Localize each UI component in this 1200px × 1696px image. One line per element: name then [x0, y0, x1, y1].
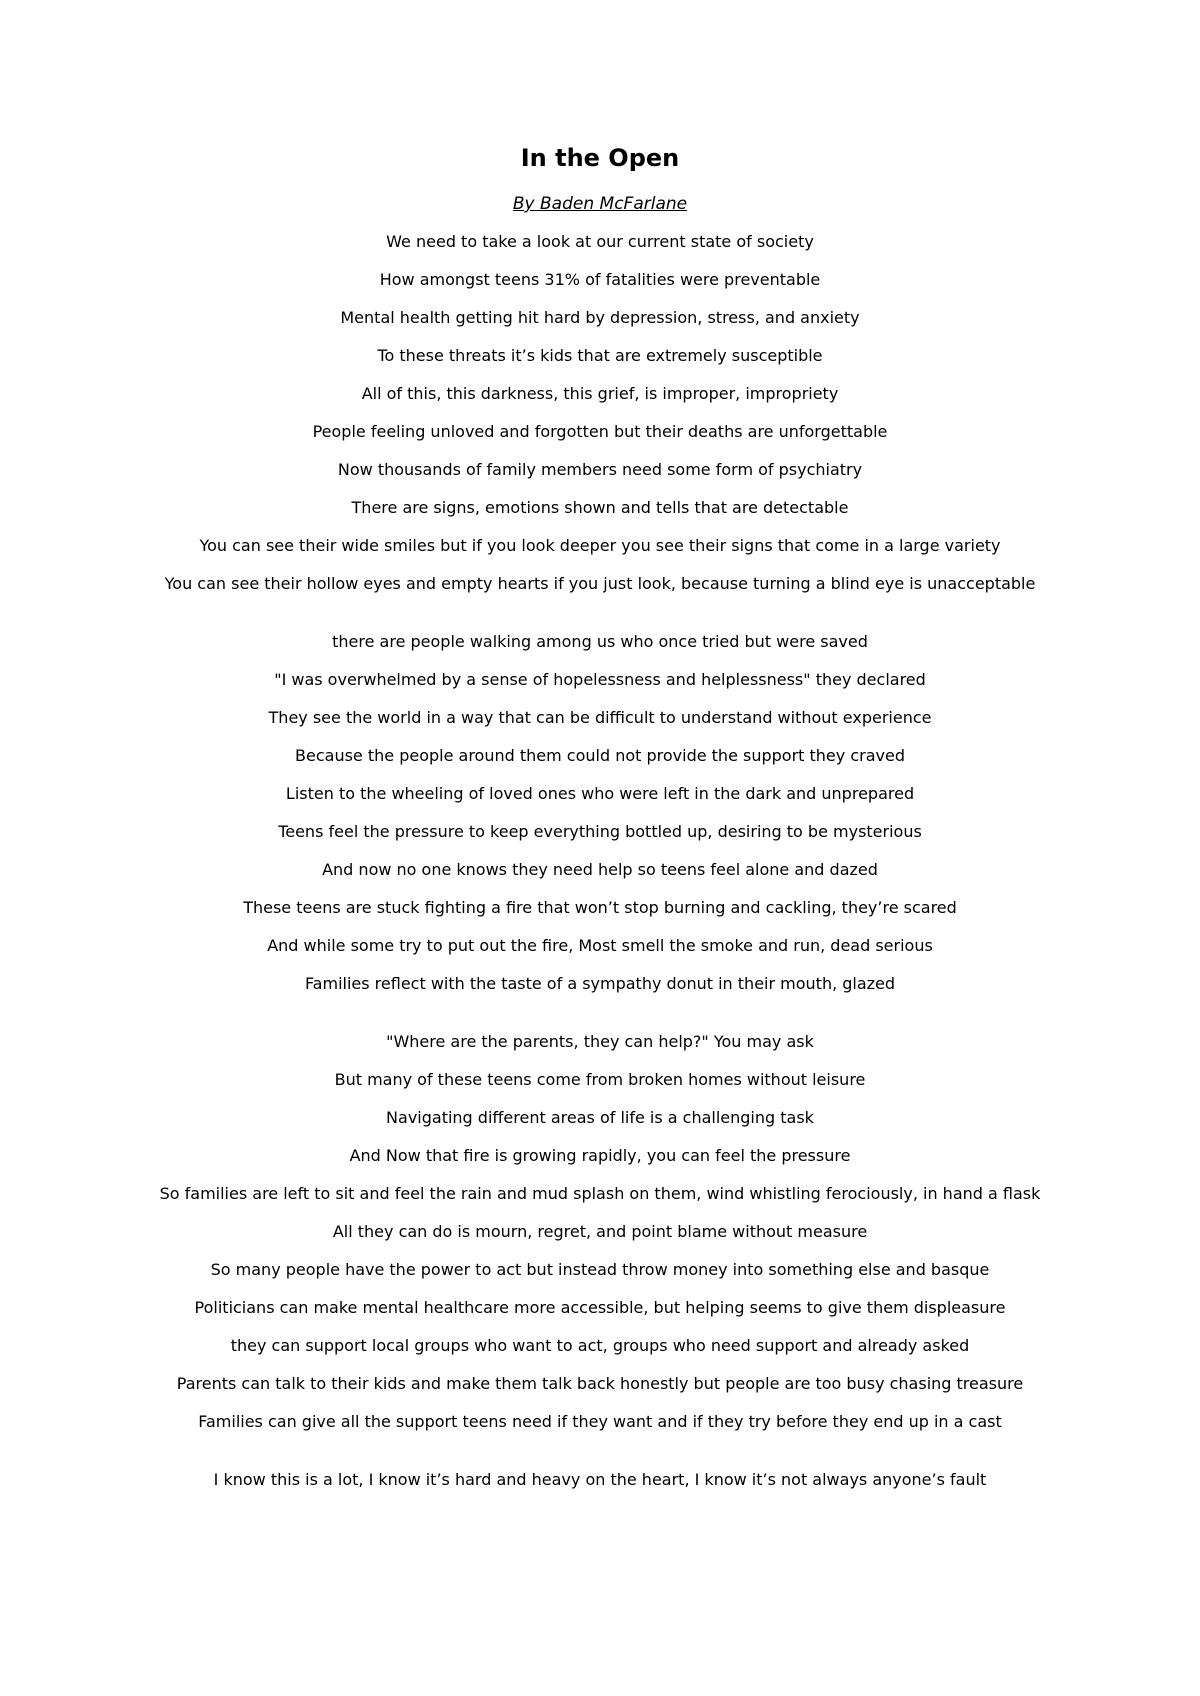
poem-line: So many people have the power to act but instead throw money into something else and basque: [210, 1260, 990, 1279]
poem-line: they can support local groups who want to act, groups who need support and already asked: [230, 1336, 970, 1355]
poem-line: We need to take a look at our current state of society: [386, 232, 814, 251]
poem-line: Because the people around them could not provide the support they craved: [295, 746, 905, 765]
poem-line: So families are left to sit and feel the rain and mud splash on them, wind whistling ferociously, in hand a flask: [159, 1184, 1041, 1203]
stanza-2: [0, 632, 1200, 994]
poem-line: Teens feel the pressure to keep everything bottled up, desiring to be mysterious: [278, 822, 922, 841]
author-byline: By Baden McFarlane: [512, 194, 688, 214]
poem-line: There are signs, emotions shown and tells that are detectable: [351, 498, 849, 517]
poem-line: Now thousands of family members need some form of psychiatry: [337, 460, 863, 479]
poem-line: And now no one knows they need help so teens feel alone and dazed: [322, 860, 878, 879]
poem-line: And Now that fire is growing rapidly, you can feel the pressure: [349, 1146, 851, 1165]
poem-line: They see the world in a way that can be difficult to understand without experience: [268, 708, 932, 727]
poem-line: All they can do is mourn, regret, and point blame without measure: [332, 1222, 868, 1241]
poem-line: there are people walking among us who once tried but were saved: [332, 632, 868, 651]
poem-line: All of this, this darkness, this grief, is improper, impropriety: [361, 384, 839, 403]
poem-line: "Where are the parents, they can help?" You may ask: [386, 1032, 814, 1051]
poem-line: "I was overwhelmed by a sense of hopelessness and helplessness" they declared: [274, 670, 926, 689]
poem-line: To these threats it’s kids that are extremely susceptible: [377, 346, 823, 365]
poem-line: But many of these teens come from broken homes without leisure: [334, 1070, 866, 1089]
stanza-4: [0, 1470, 1200, 1490]
poem-line: Mental health getting hit hard by depression, stress, and anxiety: [340, 308, 860, 327]
poem-line: You can see their wide smiles but if you look deeper you see their signs that come in a large variety: [199, 536, 1001, 555]
poem-line: Navigating different areas of life is a challenging task: [386, 1108, 814, 1127]
poem-line: I know this is a lot, I know it’s hard and heavy on the heart, I know it’s not always anyone’s fault: [213, 1470, 987, 1489]
poem-line: How amongst teens 31% of fatalities were preventable: [379, 270, 821, 289]
poem-line: People feeling unloved and forgotten but their deaths are unforgettable: [312, 422, 888, 441]
poem-line: These teens are stuck fighting a fire that won’t stop burning and cackling, they’re scared: [243, 898, 957, 917]
poem-title: In the Open: [520, 144, 680, 172]
poem-line: Listen to the wheeling of loved ones who were left in the dark and unprepared: [285, 784, 915, 803]
stanza-1: [0, 232, 1200, 594]
stanza-3: [0, 1032, 1200, 1432]
poem-line: You can see their hollow eyes and empty hearts if you just look, because turning a blind eye is unacceptable: [164, 574, 1036, 593]
poem-line: Families reflect with the taste of a sympathy donut in their mouth, glazed: [304, 974, 896, 993]
poem-line: Politicians can make mental healthcare more accessible, but helping seems to give them displeasure: [194, 1298, 1006, 1317]
poem-line: Families can give all the support teens need if they want and if they try before they end up in a cast: [198, 1412, 1002, 1431]
poem-line: Parents can talk to their kids and make them talk back honestly but people are too busy chasing treasure: [176, 1374, 1024, 1393]
poem-line: And while some try to put out the fire, Most smell the smoke and run, dead serious: [267, 936, 933, 955]
poem-body: [0, 232, 1200, 1528]
